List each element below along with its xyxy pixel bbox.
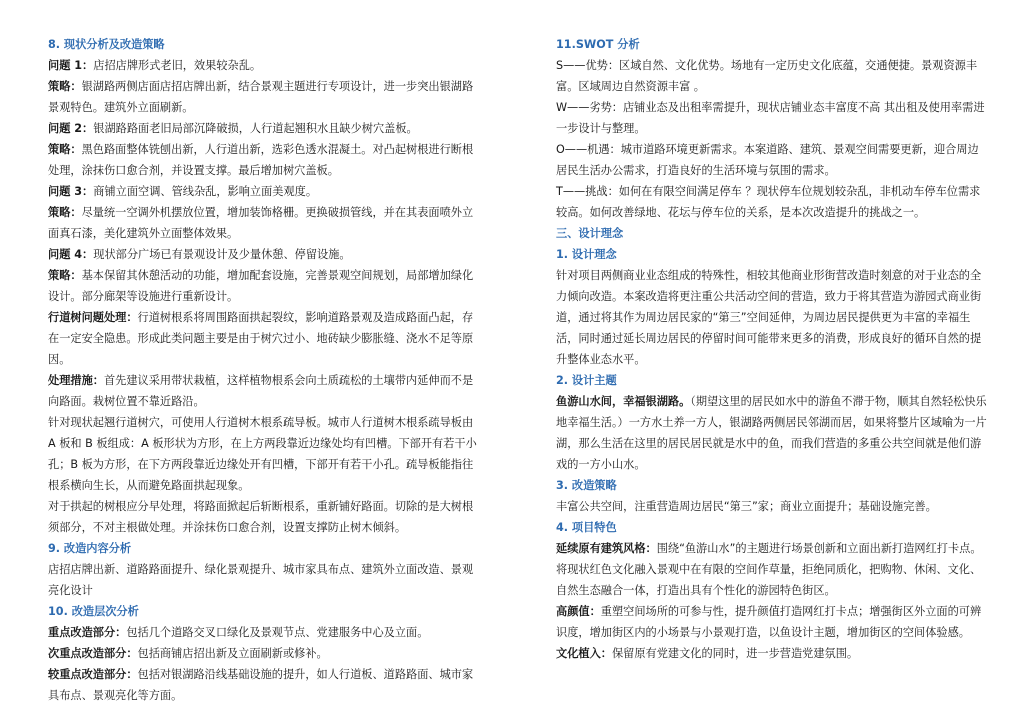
paragraph: 针对现状起翘行道树穴，可使用人行道树木根系疏导板。城市人行道树木根系疏导板由 A 板和 B 板组成：A 板形状为方形，在上方两段靠近边缘处均有凹槽。下部开有若干小孔；B 板为方形，在下方两段靠近边缘处开有凹槽，下部开有若干小孔。疏导板能指往根系横向生长，从而避免路面拱起现象。 — [48, 416, 477, 492]
paragraph-text: 首先建议采用带状栽植，这样植物根系会向土质疏松的土壤带内延伸而不是向路面。栽树位置不靠近路沿。 — [48, 374, 474, 408]
paragraph: 对于拱起的树根应分早处理，将路面掀起后斩断根系，重新铺好路面。切除的是大树根须部分，不对主根做处理。并涂抹伤口愈合剂，设置支撑防止树木倾斜。 — [48, 500, 474, 534]
paragraph-label: 问题 3： — [48, 185, 94, 198]
paragraph-text: 保留原有党建文化的同时，进一步营造党建氛围。 — [611, 647, 859, 660]
swot-threats: T——挑战：如何在有限空间满足停车 ？现状停车位规划较杂乱，非机动车停车位需求较高。如何改善绿地、花坛与停车位的关系，是本次改造提升的挑战之一。 — [556, 185, 981, 219]
paragraph — [48, 643, 480, 664]
paragraph-label: 策略： — [48, 269, 82, 282]
section-9-title: 9. 改造内容分析 — [48, 542, 132, 555]
paragraph-text: 基本保留其休憩活动的功能，增加配套设施，完善景观空间规划，局部增加绿化设计。部分廊架等设施进行重新设计。 — [48, 269, 474, 303]
paragraph-text: 重塑空间场所的可参与性，提升颜值打造网红打卡点；增强街区外立面的可辨识度，增加街区内的小场景与小景观打造，以鱼设计主题，增加街区的空间体验感。 — [556, 605, 982, 639]
paragraph — [48, 370, 480, 412]
paragraph-text: 尽量统一空调外机摆放位置，增加装饰格栅。更换破损管线，并在其表面喷外立面真石漆，美化建筑外立面整体效果。 — [48, 206, 474, 240]
paragraph-label: 策略： — [48, 143, 82, 156]
paragraph — [48, 202, 480, 244]
paragraph-text: 包括对银湖路沿线基础设施的提升，如人行道板、道路路面、城市家具布点、景观亮化等方面。 — [48, 668, 474, 702]
paragraph-text: 包括商铺店招出新及立面刷新或修补。 — [137, 647, 328, 660]
paragraph-text: 店招店牌形式老旧，效果较杂乱。 — [93, 59, 262, 72]
paragraph — [48, 265, 480, 307]
paragraph-label: 较重点改造部分： — [48, 668, 138, 681]
paragraph — [48, 181, 480, 202]
paragraph: 丰富公共空间，注重营造周边居民“第三”家；商业立面提升；基础设施完善。 — [556, 500, 937, 513]
swot-opportunities: O——机遇：城市道路环境更新需求。本案道路、建筑、景观空间需要更新，迎合周边居民生活办公需求，打造良好的生活环境与氛围的需求。 — [556, 143, 979, 177]
features-title: 4. 项目特色 — [556, 521, 617, 534]
paragraph: 店招店牌出新、道路路面提升、绿化景观提升、城市家具布点、建筑外立面改造、景观亮化设计 — [48, 563, 474, 597]
section-10-title: 10. 改造层次分析 — [48, 605, 139, 618]
paragraph-text: 围绕“鱼游山水”的主题进行场景创新和立面出新打造网红打卡点。将现状红色文化融入景观中在有限的空间作草量，拒绝同质化，把购物、休闲、文化、自然生态融合一体，打造出具有个性化的游园特色街区。 — [556, 542, 982, 597]
paragraph — [48, 622, 480, 643]
paragraph-text: 行道树根系将周围路面拱起裂纹，影响道路景观及造成路面凸起，存在一定安全隐患。形成此类问题主要是由于树穴过小、地砖缺少膨胀缝、浇水不足等原因。 — [48, 311, 474, 366]
paragraph-label: 文化植入： — [556, 647, 612, 660]
design-concept-title: 1. 设计理念 — [556, 248, 617, 261]
paragraph: 针对项目两侧商业业态组成的特殊性，相较其他商业形街营改造时刻意的对于业态的全力倾向改造。本案改造将更注重公共活动空间的营造，致力于将其营造为游园式商业街道，通过将其作为周边居民家的“第三”空间延伸，为周边居民提供更为丰富的幸福生活，同时通过延长周边居民的停留时间可能带来更多的消费，形成良好的循环自然的提升整体业态水平。 — [556, 269, 982, 366]
paragraph-label: 策略： — [48, 206, 82, 219]
paragraph — [48, 139, 480, 181]
paragraph-text: 黑色路面整体铣刨出新，人行道出新，选彩色透水混凝土。对凸起树根进行断根处理，涂抹伤口愈合剂，并设置支撑。最后增加树穴盖板。 — [48, 143, 474, 177]
paragraph-label: 行道树问题处理： — [48, 311, 138, 324]
paragraph-label: 鱼游山水间，幸福银湖路。 — [556, 395, 691, 408]
design-theme-title: 2. 设计主题 — [556, 374, 617, 387]
paragraph-label: 延续原有建筑风格： — [556, 542, 657, 555]
paragraph-text: 银湖路路面老旧局部沉降破损，人行道起翘积水且缺少树穴盖板。 — [93, 122, 418, 135]
paragraph-label: 重点改造部分： — [48, 626, 127, 639]
paragraph — [48, 307, 480, 370]
paragraph-label: 高颜值： — [556, 605, 601, 618]
paragraph — [48, 244, 480, 265]
section-8-title: 8. 现状分析及改造策略 — [48, 38, 165, 51]
paragraph-label: 次重点改造部分： — [48, 647, 138, 660]
paragraph — [556, 391, 988, 475]
paragraph — [556, 601, 988, 643]
paragraph-text: 商铺立面空调、管线杂乱，影响立面美观度。 — [93, 185, 318, 198]
paragraph-text: 现状部分广场已有景观设计及少量休憩、停留设施。 — [93, 248, 351, 261]
section-11-title: 11.SWOT 分析 — [556, 38, 640, 51]
paragraph — [48, 118, 480, 139]
paragraph-label: 处理措施： — [48, 374, 104, 387]
paragraph-text: 银湖路两侧店面店招店牌出新，结合景观主题进行专项设计，进一步突出银湖路景观特色。建筑外立面刷新。 — [48, 80, 474, 114]
swot-strengths: S——优势：区域自然、文化优势。场地有一定历史文化底蕴，交通便捷。景观资源丰富。区域周边自然资源丰富 。 — [556, 59, 978, 93]
paragraph — [48, 76, 480, 118]
paragraph-text: 包括几个道路交叉口绿化及景观节点、党建服务中心及立面。 — [126, 626, 429, 639]
paragraph-label: 问题 2： — [48, 122, 94, 135]
strategy-title: 3. 改造策略 — [556, 479, 617, 492]
paragraph — [48, 664, 480, 706]
chapter-title: 三、设计理念 — [556, 227, 624, 240]
right-column — [556, 34, 988, 664]
paragraph-label: 问题 4： — [48, 248, 94, 261]
paragraph-label: 策略： — [48, 80, 82, 93]
swot-weaknesses: W——劣势：店铺业态及出租率需提升，现状店铺业态丰富度不高 其出租及使用率需进一步设计与整理。 — [556, 101, 985, 135]
paragraph — [556, 643, 988, 664]
left-column — [48, 34, 480, 706]
paragraph — [48, 55, 480, 76]
paragraph — [556, 538, 988, 601]
paragraph-text: （期望这里的居民如水中的游鱼不滞于物，顺其自然轻松快乐地幸福生活。）一方水土养一方人，银湖路两侧居民邻湖而居，如果将整片区域喻为一片湖，那么生活在这里的居民居民就是水中的鱼，而我们营造的多重公共空间就是他们游戏的一方小山水。 — [556, 395, 987, 471]
paragraph-label: 问题 1： — [48, 59, 94, 72]
